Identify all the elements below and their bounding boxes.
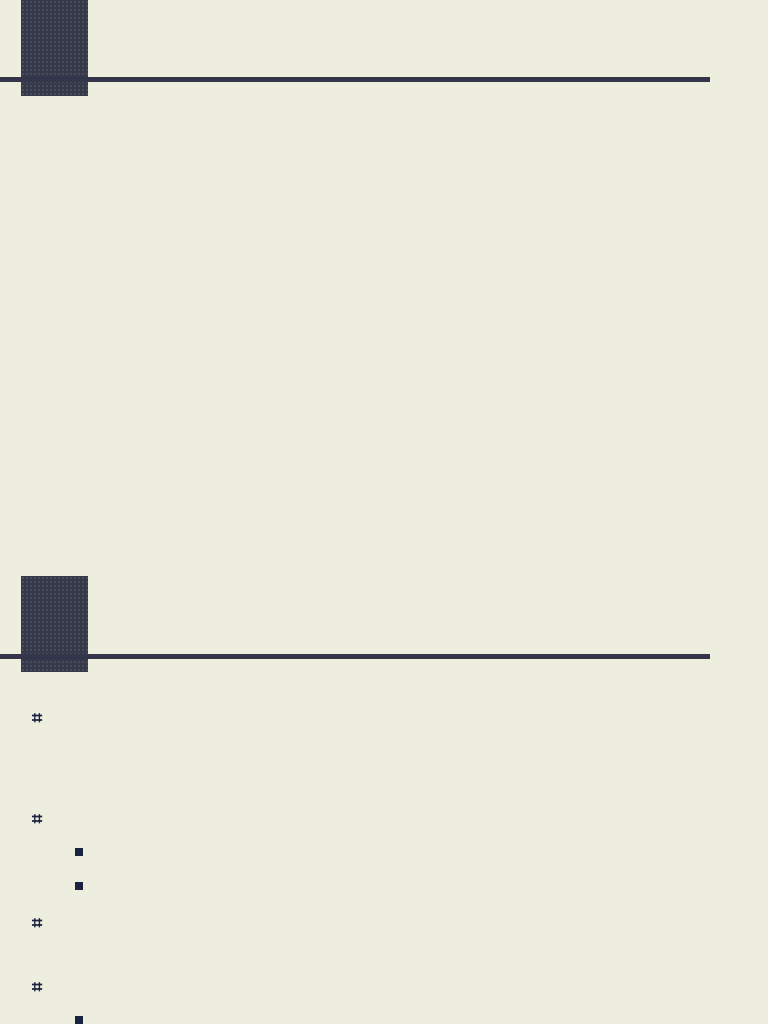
square-bullet-icon <box>75 848 83 856</box>
hash-bullet-icon: ⌗ <box>32 977 43 998</box>
hash-bullet-icon: ⌗ <box>32 708 43 729</box>
hash-bullet-icon: ⌗ <box>32 913 43 934</box>
title-rule <box>0 77 710 82</box>
title-rule <box>0 654 710 659</box>
square-bullet-icon <box>75 1016 83 1024</box>
square-bullet-icon <box>75 882 83 890</box>
hash-bullet-icon: ⌗ <box>32 809 43 830</box>
slide-clause-form <box>0 576 768 1024</box>
